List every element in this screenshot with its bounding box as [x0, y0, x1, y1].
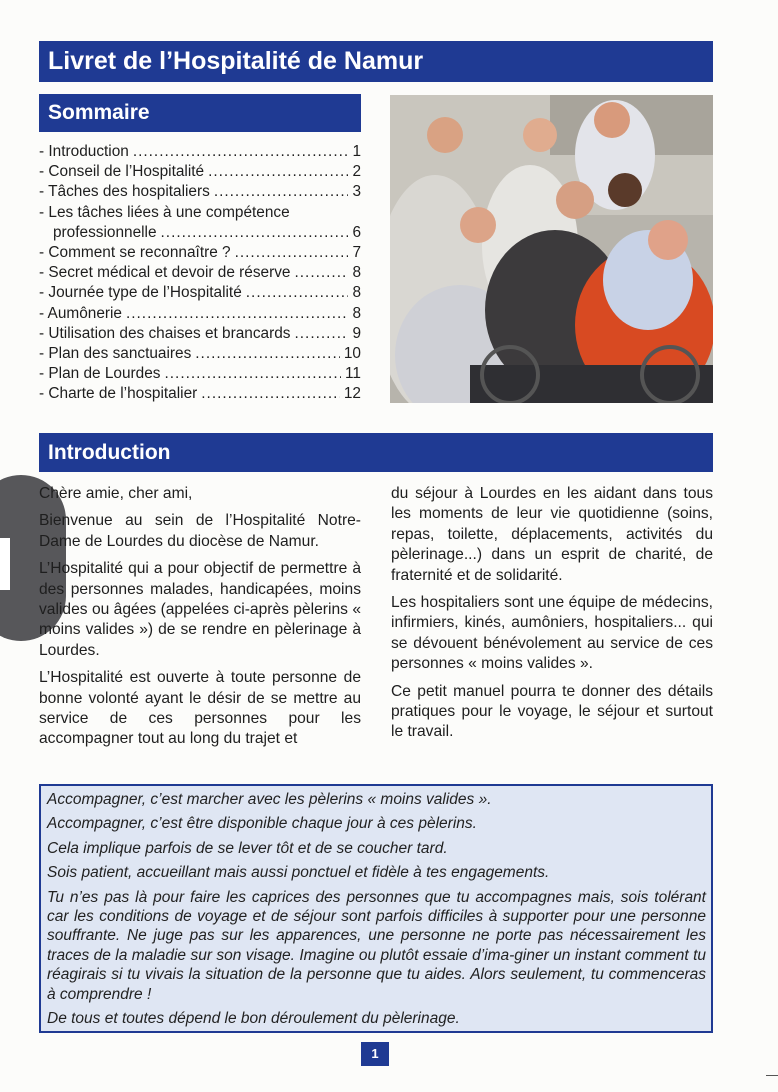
toc-item[interactable]: - Secret médical et devoir de réserve ..... 8	[39, 263, 361, 283]
toc-page-number: 8	[352, 284, 361, 302]
toc-page-number: 9	[352, 324, 361, 342]
crop-mark	[766, 1075, 778, 1076]
group-photo-illustration	[390, 95, 713, 403]
paragraph: L’Hospitalité est ouverte à toute personne de bonne volonté ayant le désir de se mettre au service de ces personnes pour les accompagner tout au long du trajet et	[39, 669, 361, 748]
page-title: Livret de l’Hospitalité de Namur	[39, 41, 713, 82]
paragraph: Ce petit manuel pourra te donner des détails pratiques pour le voyage, le séjour et surtout le travail.	[391, 682, 713, 741]
toc-item[interactable]: - Conseil de l’Hospitalité ..... 2	[39, 162, 361, 182]
toc-page-number: 8	[352, 304, 361, 322]
toc-page-number: 11	[345, 365, 361, 383]
toc-page-number: 2	[352, 163, 361, 181]
toc-item[interactable]: - Introduction ..... 1	[39, 142, 361, 162]
toc-page-number: 7	[352, 244, 361, 262]
quote-box	[39, 784, 713, 1033]
side-tab-mark	[0, 538, 10, 590]
toc-page-number: 1	[352, 143, 361, 160]
toc-item[interactable]: - Les tâches liées à une compétence	[39, 203, 290, 221]
table-of-contents	[39, 142, 361, 405]
toc-page-number: 3	[352, 183, 361, 201]
paragraph: Bienvenue au sein de l’Hospitalité Notre-Dame de Lourdes du diocèse de Namur.	[39, 512, 361, 550]
intro-column-left	[39, 484, 361, 757]
paragraph: Les hospitaliers sont une équipe de médecins, infirmiers, kinés, aumôniers, hospitaliers... qui se dévouent bénévolement au service de ces personnes « moins valides ».	[391, 594, 713, 673]
toc-page-number: 12	[343, 385, 361, 403]
toc-item[interactable]: - Tâches des hospitaliers ..... 3	[39, 182, 361, 202]
paragraph: L’Hospitalité qui a pour objectif de permettre à des personnes malades, handicapées, moins valides ou âgées (appelées ci-après pèlerins « moins valides ») de se rendre en pèlerinage à Lourdes.	[39, 560, 361, 659]
toc-item[interactable]: - Aumônerie ..... 8	[39, 304, 361, 324]
quote-line: De tous et toutes dépend le bon déroulement du pèlerinage.	[47, 1010, 460, 1028]
quote-line: Tu n’es pas là pour faire les caprices des personnes que tu accompagnes mais, sois tolérant car les conditions de voyage et de séjour sont parfois difficiles à supporter pour une personne souffrante. Ne juge pas sur les apparences, une personne ne porte pas nécessairement les traces de la maladie sur son visage. Imagine ou plutôt essaie d’ima-giner un instant comment tu réagirais si tu vivais la situation de la personne que tu aides. Alors seulement, tu commenceras à comprendre !	[47, 888, 706, 1003]
toc-page-number: 10	[343, 345, 361, 363]
toc-item[interactable]: - Journée type de l’Hospitalité ..... 8	[39, 283, 361, 303]
toc-item[interactable]: - Plan des sanctuaires ..... 10	[39, 344, 361, 364]
toc-page-number: 8	[352, 264, 361, 282]
group-photo	[390, 95, 713, 403]
quote-line: Accompagner, c’est être disponible chaque jour à ces pèlerins.	[47, 815, 477, 833]
toc-page-number: 6	[352, 223, 361, 241]
toc-item-continuation[interactable]: professionnelle ..... 6	[39, 223, 361, 243]
sommaire-heading: Sommaire	[39, 94, 361, 132]
toc-item[interactable]: - Comment se reconnaître ? ..... 7	[39, 243, 361, 263]
quote-line: Cela implique parfois de se lever tôt et de se coucher tard.	[47, 839, 448, 857]
paragraph: Chère amie, cher ami,	[39, 485, 193, 502]
page-number: 1	[361, 1042, 389, 1066]
toc-item[interactable]: - Charte de l’hospitalier ..... 12	[39, 384, 361, 404]
paragraph: du séjour à Lourdes en les aidant dans tous les moments de leur vie quotidienne (soins, repas, toilette, déplacements, activités du pèlerinage...) dans un esprit de charité, de fraternité et de solidarité.	[391, 485, 713, 584]
introduction-heading: Introduction	[39, 433, 713, 472]
intro-column-right	[391, 484, 713, 750]
quote-line: Accompagner, c’est marcher avec les pèlerins « moins valides ».	[47, 791, 492, 808]
toc-item[interactable]: - Plan de Lourdes ..... 11	[39, 364, 361, 384]
toc-item[interactable]: - Utilisation des chaises et brancards ..... 9	[39, 324, 361, 344]
quote-line: Sois patient, accueillant mais aussi ponctuel et fidèle à tes engagements.	[47, 864, 550, 882]
